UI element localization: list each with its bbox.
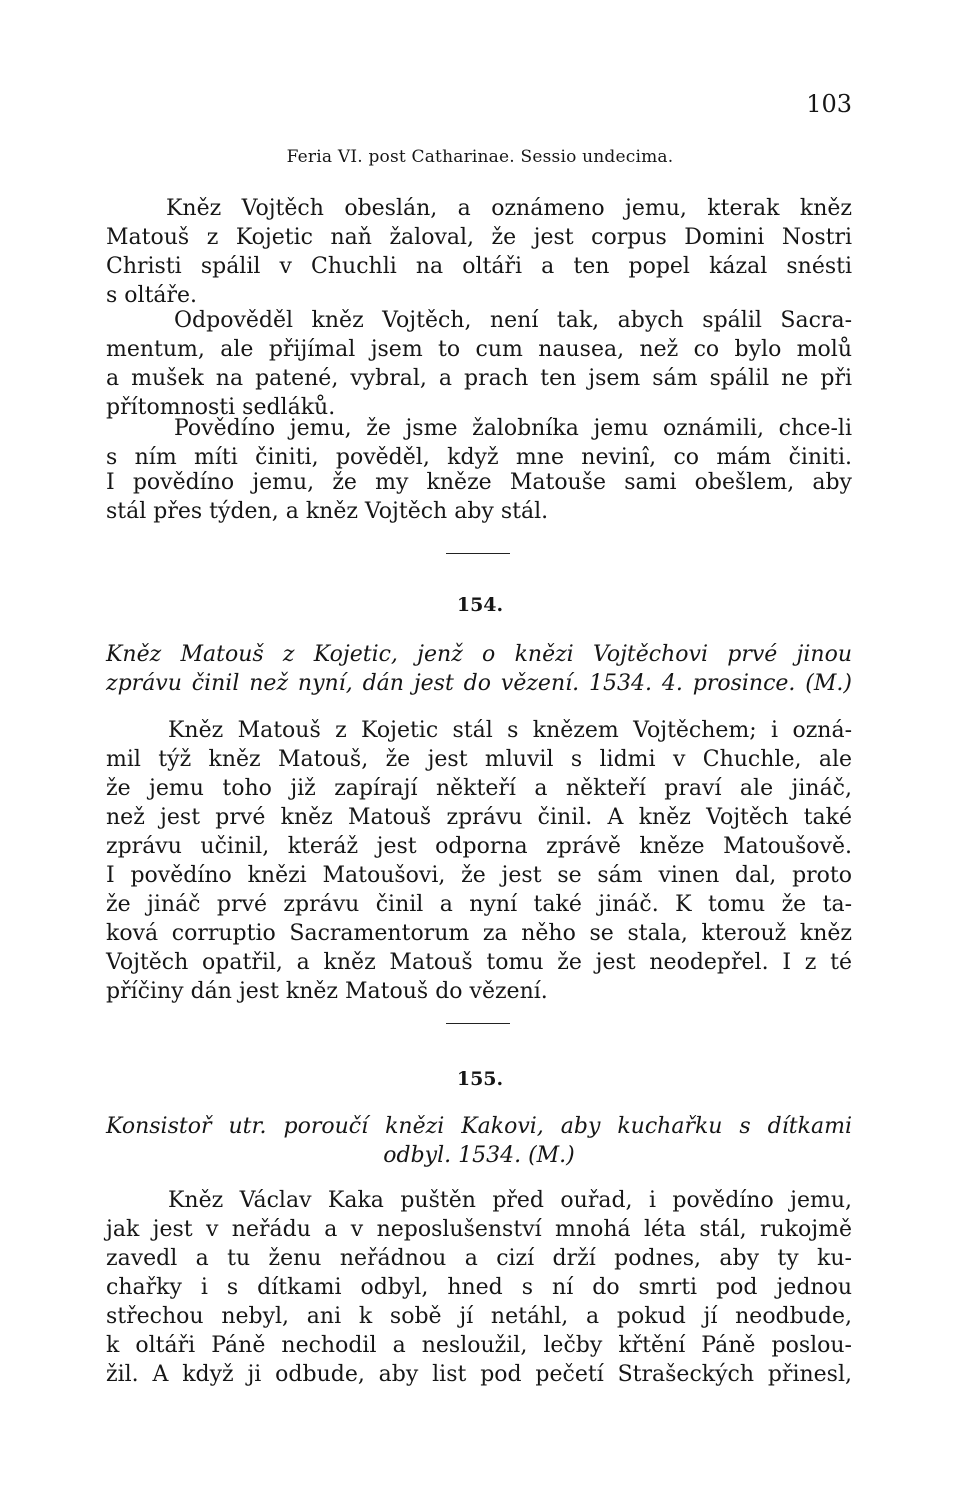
section-divider bbox=[446, 553, 510, 554]
text-line: chařky i s dítkami odbyl, hned s ní do smrti pod jednou bbox=[106, 1275, 852, 1300]
text-line: že jináč prvé zprávu činil a nyní také jináč. K tomu že ta- bbox=[106, 892, 852, 917]
page-number: 103 bbox=[806, 90, 852, 118]
text-line: k oltáři Páně nechodil a nesloužil, lečby křtění Páně poslou- bbox=[106, 1333, 852, 1358]
text-line: I povědíno knězi Matoušovi, že jest se sám vinen dal, proto bbox=[106, 863, 852, 888]
title-line: Kněz Matouš z Kojetic, jenž o knězi Vojtěchovi prvé jinou bbox=[106, 642, 852, 667]
section-155-number: 155. bbox=[456, 1068, 504, 1090]
section-155-body bbox=[106, 1186, 852, 1389]
text-line: Kněz Václav Kaka puštěn před ouřad, i povědíno jemu, bbox=[168, 1188, 852, 1213]
text-line: střechou nebyl, ani k sobě jí netáhl, a pokud jí neodbude, bbox=[106, 1304, 852, 1329]
text-line: zavedl a tu ženu neřádnou a cizí drží podnes, aby ty ku- bbox=[106, 1246, 852, 1271]
section-divider bbox=[446, 1023, 510, 1024]
text-line: s oltáře. bbox=[106, 283, 198, 308]
text-line: Christi spálil v Chuchli na oltáři a ten popel kázal snésti bbox=[106, 254, 852, 279]
section-154-title bbox=[106, 640, 852, 698]
text-line: I povědíno jemu, že my kněze Matouše sami obešlem, aby bbox=[106, 470, 852, 495]
paragraph-4 bbox=[106, 468, 852, 526]
text-line: jak jest v neřádu a v neposlušenství mnohá léta stál, rukojmě bbox=[106, 1217, 852, 1242]
paragraph-2 bbox=[106, 306, 852, 422]
section-155-title bbox=[106, 1112, 852, 1170]
text-line: příčiny dán jest kněz Matouš do vězení. bbox=[106, 979, 548, 1004]
text-line: ková corruptio Sacramentorum za něho se stala, kterouž kněz bbox=[106, 921, 852, 946]
text-line: mil týž kněz Matouš, že jest mluvil s lidmi v Chuchle, ale bbox=[106, 747, 852, 772]
text-line: Povědíno jemu, že jsme žalobníka jemu oznámili, chce-li bbox=[174, 416, 852, 441]
text-line: s ním míti činiti, pověděl, když mne nevinî, co mám činiti. bbox=[106, 445, 852, 470]
text-line: stál přes týden, a kněz Vojtěch aby stál. bbox=[106, 499, 549, 524]
paragraph-1 bbox=[106, 194, 852, 310]
text-line: Matouš z Kojetic naň žaloval, že jest corpus Domini Nostri bbox=[106, 225, 852, 250]
text-line: a mušek na patené, vybral, a prach ten jsem sám spálil ne při bbox=[106, 366, 852, 391]
text-line: zprávu učinil, kteráž jest odporna zprávě kněze Matoušově. bbox=[106, 834, 852, 859]
title-line: zprávu činil než nyní, dán jest do vězení. 1534. 4. prosince. (M.) bbox=[106, 671, 852, 696]
text-line: žil. A když ji odbude, aby list pod pečetí Strašeckých přinesl, bbox=[106, 1362, 852, 1387]
title-line: odbyl. 1534. (M.) bbox=[383, 1143, 575, 1168]
text-line: Kněz Vojtěch obeslán, a oznámeno jemu, kterak kněz bbox=[166, 196, 852, 221]
text-line: Kněz Matouš z Kojetic stál s knězem Vojtěchem; i ozná- bbox=[168, 718, 852, 743]
text-line: než jest prvé kněz Matouš zprávu činil. A kněz Vojtěch také bbox=[106, 805, 852, 830]
running-head: Feria VI. post Catharinae. Sessio undecima. bbox=[286, 147, 674, 167]
text-line: že jemu toho již zapírají někteří a někteří praví ale jináč, bbox=[106, 776, 852, 801]
section-154-body bbox=[106, 716, 852, 1006]
text-line: mentum, ale přijímal jsem to cum nausea, než co bylo molů bbox=[106, 337, 852, 362]
paragraph-3 bbox=[106, 414, 852, 472]
text-line: přítomnosti sedláků. bbox=[106, 395, 336, 420]
text-line: Odpověděl kněz Vojtěch, není tak, abych spálil Sacra- bbox=[174, 308, 852, 333]
text-line: Vojtěch opatřil, a kněz Matouš tomu že jest neodepřel. I z té bbox=[106, 950, 852, 975]
section-154-number: 154. bbox=[456, 594, 504, 616]
title-line: Konsistoř utr. poroučí knězi Kakovi, aby kuchařku s dítkami bbox=[106, 1114, 852, 1139]
